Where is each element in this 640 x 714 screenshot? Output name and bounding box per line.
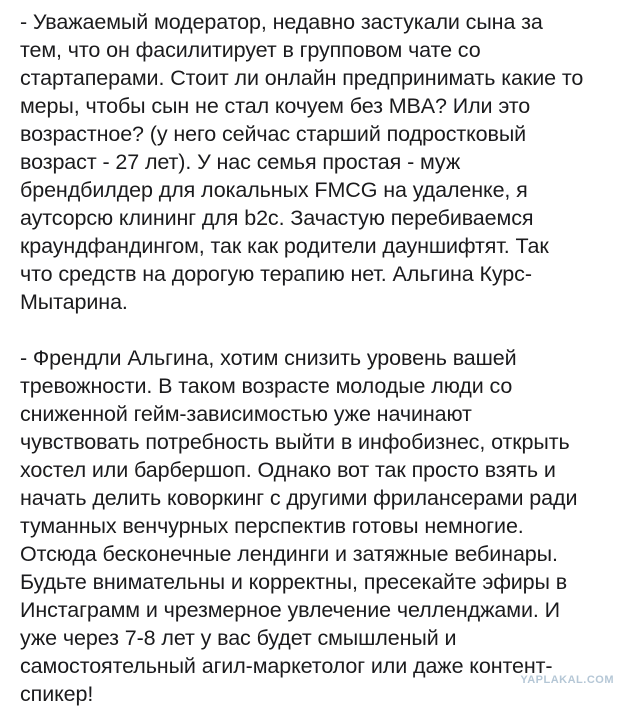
question-line: Мытарина. — [20, 290, 128, 314]
answer-line: Будьте внимательны и корректны, пресекайте эфиры в — [20, 570, 568, 594]
question-line: брендбилдер для локальных FMCG на удаленке, я — [20, 178, 528, 202]
answer-line: спикер! — [20, 682, 94, 706]
post-text — [20, 8, 628, 708]
question-line: что средств на дорогую терапию нет. Альгина Курс- — [20, 262, 532, 286]
question-line: возраст - 27 лет). У нас семья простая - муж — [20, 150, 461, 174]
question-line: возрастное? (у него сейчас старший подростковый — [20, 122, 527, 146]
question-line: стартаперами. Стоит ли онлайн предпринимать какие то — [20, 66, 584, 90]
question-line: - Уважаемый модератор, недавно застукали сына за — [20, 10, 543, 34]
question-line: тем, что он фасилитирует в групповом чате со — [20, 38, 481, 62]
site-watermark: YAPLAKAL.COM — [520, 674, 614, 686]
answer-line: хостел или барбершоп. Однако вот так просто взять и — [20, 458, 556, 482]
question-line: аутсорсю клининг для b2c. Зачастую перебиваемся — [20, 206, 534, 230]
question-line: краундфандингом, так как родители дауншифтят. Так — [20, 234, 549, 258]
question-paragraph — [20, 8, 628, 316]
answer-line: начать делить коворкинг с другими фрилансерами ради — [20, 486, 578, 510]
answer-line: туманных венчурных перспектив готовы немногие. — [20, 514, 524, 538]
answer-line: самостоятельный агил-маркетолог или даже контент- — [20, 654, 553, 678]
answer-paragraph — [20, 344, 628, 708]
answer-line: тревожности. В таком возрасте молодые люди со — [20, 374, 513, 398]
answer-line: чувствовать потребность выйти в инфобизнес, открыть — [20, 430, 570, 454]
answer-line: - Френдли Альгина, хотим снизить уровень вашей — [20, 346, 517, 370]
answer-line: Инстаграмм и чрезмерное увлечение челленджами. И — [20, 598, 560, 622]
question-line: меры, чтобы сын не стал кочуем без MBA? Или это — [20, 94, 531, 118]
answer-line: уже через 7-8 лет у вас будет смышленый и — [20, 626, 457, 650]
answer-line: Отсюда бесконечные лендинги и затяжные вебинары. — [20, 542, 558, 566]
answer-line: сниженной гейм-зависимостью уже начинают — [20, 402, 472, 426]
paragraph-spacer — [20, 316, 628, 344]
